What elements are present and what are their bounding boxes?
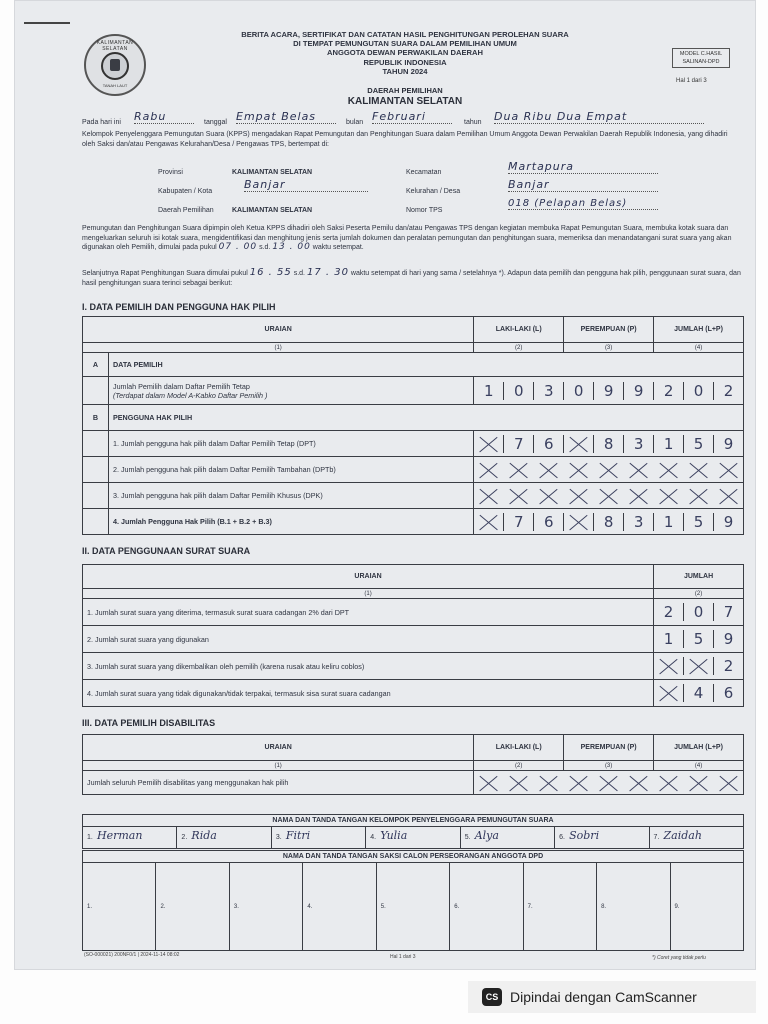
row-digits	[654, 626, 744, 653]
bulan-label: bulan	[346, 119, 364, 126]
table-row	[83, 599, 744, 626]
digit-cell: 5	[683, 513, 713, 531]
kecamatan-value: Martapura	[508, 160, 658, 174]
dpt-total-label: Jumlah Pemilih dalam Daftar Pemilih Tetap (Terdapat dalam Model A-Kabko Daftar Pemilih )	[108, 377, 473, 405]
digit-cell: 0	[683, 382, 713, 400]
tahun-value: Dua Ribu Dua Empat	[494, 110, 704, 124]
kelurahan-label: Kelurahan / Desa	[406, 188, 461, 195]
row-digits	[474, 483, 744, 509]
kabupaten-label: Kabupaten / Kota	[158, 188, 213, 195]
camscanner-watermark	[468, 981, 756, 1013]
kpps-signature-cell: 7. Zaidah	[649, 827, 743, 849]
procedure-text: Pemungutan dan Penghitungan Suara dipimpin oleh Ketua KPPS dihadiri oleh Saksi Peserta Pemilu dan/atau Pengawas TPS dengan kegiatan membuka Rapat Pemungutan Suara, membuka kotak suara dan mengeluarkan seluruh isi kotak suara, mengidentifikasi dan menghitung jenis serta jumlah dokumen dan peralatan pemungutan dan penghitungan suara, memeriksa dan menandatangani surat suara yang akan digunakan oleh Pemilih, dimulai pada pukul 07 . 00 s.d. 13 . 00 waktu setempat.	[82, 225, 732, 252]
digit-cell: 3	[623, 513, 653, 531]
row-label: 1. Jumlah pengguna hak pilih dalam Daftar Pemilih Tetap (DPT)	[108, 431, 473, 457]
table-row	[83, 653, 744, 680]
saksi-signature-cell: 2.	[156, 863, 229, 951]
table-row	[83, 457, 744, 483]
kpps-signature-cell: 2. Rida	[177, 827, 271, 849]
digit-cell: 0	[683, 603, 713, 621]
digit-cell: 3	[533, 382, 563, 400]
digit-cell: 1	[653, 435, 683, 453]
row-digits	[474, 431, 744, 457]
crossed-cell	[474, 513, 503, 531]
digit-cell: 0	[563, 382, 593, 400]
signature-scribble: Yulia	[380, 829, 408, 842]
table-row	[83, 431, 744, 457]
digit-cell: 4	[683, 684, 713, 702]
row-label: 4. Jumlah Pengguna Hak Pilih (B.1 + B.2 + B.3)	[108, 509, 473, 535]
row-label: 3. Jumlah surat suara yang dikembalikan oleh pemilih (karena rusak atau keliru coblos)	[83, 653, 654, 680]
kpps-signature-table: NAMA DAN TANDA TANGAN KELOMPOK PENYELENGGARA PEMUNGUTAN SUARA 1. Herman 2. Rida 3. Fitri 4. Yulia 5. Alya 6. Sobri 7. Zaidah	[82, 814, 744, 849]
table-row	[83, 483, 744, 509]
saksi-signature-cell: 5.	[376, 863, 449, 951]
row-digits	[474, 457, 744, 483]
kabupaten-value: Banjar	[244, 178, 368, 192]
signature-scribble: Alya	[474, 829, 499, 842]
document-heading: BERITA ACARA, SERTIFIKAT DAN CATATAN HASIL PENGHITUNGAN PEROLEHAN SUARA DI TEMPAT PEMUNGUTAN SUARA DALAM PEMILIHAN UMUM ANGGOTA DEWAN PERWAKILAN DAERAH REPUBLIK INDONESIA TAHUN 2024	[241, 30, 569, 76]
digit-cell: 9	[713, 435, 743, 453]
intro-text: Kelompok Penyelenggara Pemungutan Suara (KPPS) mengadakan Rapat Pemungutan dan Penghitungan Suara dalam Pemilihan Umum Anggota Dewan Perwakilan Daerah Republik Indonesia, yang dihadiri oleh Saksi dan/atau Pengawas Kelurahan/Desa / Pengawas TPS, bertempat di:	[82, 131, 728, 148]
saksi-signature-cell: 7.	[523, 863, 596, 951]
table-row	[83, 626, 744, 653]
kecamatan-label: Kecamatan	[406, 169, 442, 176]
dpt-total-digits	[474, 377, 744, 405]
daerah-pemilihan-label: Daerah Pemilihan	[158, 207, 214, 214]
saksi-signature-cell: 9.	[670, 863, 744, 951]
crossed-cell	[654, 684, 683, 702]
tahun-label: tahun	[464, 119, 482, 126]
camscanner-icon: CS	[482, 988, 502, 1006]
tps-label: Nomor TPS	[406, 207, 443, 214]
table-row	[83, 680, 744, 707]
digit-cell: 9	[593, 382, 623, 400]
row-label: 2. Jumlah pengguna hak pilih dalam Daftar Pemilih Tambahan (DPTb)	[108, 457, 473, 483]
digit-cell: 8	[593, 435, 623, 453]
digit-cell: 1	[484, 381, 494, 400]
tps-value: 018 (Pelapan Belas)	[508, 198, 658, 210]
kpps-signature-cell: 5. Alya	[460, 827, 554, 849]
digit-cell: 8	[593, 513, 623, 531]
daerah-pemilihan-value: KALIMANTAN SELATAN	[232, 207, 313, 214]
pada-hari-label: Pada hari ini	[82, 119, 121, 126]
hari-value: Rabu	[134, 110, 194, 124]
scan-artifact-line	[24, 22, 70, 24]
digit-cell: 6	[533, 435, 563, 453]
digit-cell: 7	[503, 435, 533, 453]
crossed-cell	[654, 657, 683, 675]
digit-cell: 7	[713, 603, 743, 621]
region-title: KALIMANTAN SELATAN	[347, 96, 463, 107]
row-label: 2. Jumlah surat suara yang digunakan	[83, 626, 654, 653]
disabilitas-digits	[474, 771, 744, 795]
footer-code: (SO-000021) 200NF0/1 | 2024-11-14 08:02	[84, 952, 180, 958]
saksi-signature-cell: 8.	[597, 863, 670, 951]
kelurahan-value: Banjar	[508, 178, 658, 192]
model-badge: MODEL C.HASIL SALINAN-DPD	[672, 48, 730, 68]
pemilih-table: URAIAN LAKI-LAKI (L) PEREMPUAN (P) JUMLAH (L+P) (1) (2) (3) (4) A DATA PEMILIH Jumlah Pemilih dalam Daftar Pemilih Tetap (Terdapat dalam Model A-Kabko Daftar Pemilih ) 1 0 3 0 9 9 2 0 2 B PENGGUNA HAK PILIH 1. Jumlah pengguna hak pilih dalam Daftar Pemilih Tetap (DPT) 7 6 8 3 1 5 9 2. Jumlah pengguna hak pilih dalam Daftar Pemilih Tambahan (DPTb) 3. Jumlah pengguna hak pilih dalam Daftar Pemilih Khusus (DPK) 4. Jumlah Pengguna Hak Pilih (B.1 + B.2 + B.3) 7 6 8 3 1 5 9	[82, 316, 744, 535]
crossed-cell	[474, 435, 503, 453]
table-row	[83, 509, 744, 535]
digit-cell: 7	[503, 513, 533, 531]
saksi-signature-cell: 1.	[83, 863, 156, 951]
row-digits	[654, 653, 744, 680]
bulan-value: Februari	[372, 110, 452, 124]
kpps-signature-cell: 1. Herman	[83, 827, 177, 849]
saksi-signature-cell: 3.	[229, 863, 302, 951]
kpu-logo: KALIMANTAN SELATAN TANAH LAUT	[84, 34, 146, 96]
rapat-text: Selanjutnya Rapat Penghitungan Suara dimulai pukul 16 . 55 s.d. 17 . 30 waktu setempat di hari yang sama / setelahnya *). Adapun data pemilih dan pengguna hak pilih, penggunaan surat suara, dan hasil penghitungan suara terinci sebagai berikut:	[82, 267, 741, 287]
signature-scribble: Rida	[191, 829, 217, 842]
digit-cell: 9	[623, 382, 653, 400]
signature-scribble: Zaidah	[663, 829, 702, 842]
crossed-cell	[683, 657, 713, 675]
kpps-signature-cell: 3. Fitri	[271, 827, 365, 849]
section-3-title: III. DATA PEMILIH DISABILITAS	[82, 718, 216, 728]
digit-cell: 9	[713, 513, 743, 531]
surat-suara-table: URAIAN JUMLAH (1) (2) 1. Jumlah surat suara yang diterima, termasuk surat suara cadangan 2% dari DPT 2 0 7 2. Jumlah surat suara yang digunakan 1 5 9 3. Jumlah surat suara yang dikembalikan oleh pemilih (karena rusak atau keliru coblos) 2 4. Jumlah surat suara yang tidak digunakan/tidak terpakai, termasuk sisa surat suara cadangan 4 6	[82, 564, 744, 707]
signature-scribble: Fitri	[285, 829, 311, 842]
disabilitas-row-label: Jumlah seluruh Pemilih disabilitas yang menggunakan hak pilih	[83, 771, 474, 795]
digit-cell: 5	[683, 435, 713, 453]
disabilitas-table: URAIAN LAKI-LAKI (L) PEREMPUAN (P) JUMLAH (L+P) (1) (2) (3) (4) Jumlah seluruh Pemilih disabilitas yang menggunakan hak pilih	[82, 734, 744, 795]
digit-cell: 6	[533, 513, 563, 531]
saksi-signature-cell: 4.	[303, 863, 376, 951]
row-label: 4. Jumlah surat suara yang tidak digunakan/tidak terpakai, termasuk sisa surat suara cadangan	[83, 680, 654, 707]
digit-cell: 0	[503, 382, 533, 400]
digit-cell: 3	[623, 435, 653, 453]
tanggal-value: Empat Belas	[236, 110, 336, 124]
row-label: 1. Jumlah surat suara yang diterima, termasuk surat suara cadangan 2% dari DPT	[83, 599, 654, 626]
kpps-signature-cell: 6. Sobri	[555, 827, 649, 849]
signature-scribble: Herman	[97, 829, 143, 842]
saksi-signature-cell: 6.	[450, 863, 523, 951]
kpps-signature-cell: 4. Yulia	[366, 827, 460, 849]
digit-cell: 2	[663, 603, 674, 621]
crossed-cell	[563, 435, 593, 453]
row-digits	[474, 509, 744, 535]
digit-cell: 1	[653, 513, 683, 531]
footer-page: Hal 1 dari 3	[390, 954, 416, 960]
signature-scribble: Sobri	[569, 829, 600, 842]
digit-cell: 5	[683, 630, 713, 648]
digit-cell: 2	[653, 382, 683, 400]
section-2-title: II. DATA PENGGUNAAN SURAT SUARA	[82, 546, 251, 556]
logo-emblem-icon	[101, 52, 129, 80]
row-digits	[654, 680, 744, 707]
digit-cell: 6	[713, 684, 743, 702]
tanggal-label: tanggal	[204, 119, 227, 126]
digit-cell: 1	[663, 630, 674, 648]
footer-note: *) Coret yang tidak perlu	[652, 955, 706, 961]
camscanner-text: Dipindai dengan CamScanner	[510, 989, 697, 1005]
digit-cell: 9	[713, 630, 743, 648]
page-indicator: Hal 1 dari 3	[676, 78, 707, 84]
section-1-title: I. DATA PEMILIH DAN PENGGUNA HAK PILIH	[82, 302, 276, 312]
daerah-label: DAERAH PEMILIHAN	[367, 86, 443, 95]
row-digits	[654, 599, 744, 626]
digit-cell: 2	[713, 657, 743, 675]
saksi-signature-table: NAMA DAN TANDA TANGAN SAKSI CALON PERSEORANGAN ANGGOTA DPD 1. 2. 3. 4. 5. 6. 7. 8. 9.	[82, 850, 744, 951]
provinsi-label: Provinsi	[158, 169, 183, 176]
digit-cell: 2	[713, 382, 743, 400]
provinsi-value: KALIMANTAN SELATAN	[232, 169, 313, 176]
row-label: 3. Jumlah pengguna hak pilih dalam Daftar Pemilih Khusus (DPK)	[108, 483, 473, 509]
crossed-cell	[563, 513, 593, 531]
